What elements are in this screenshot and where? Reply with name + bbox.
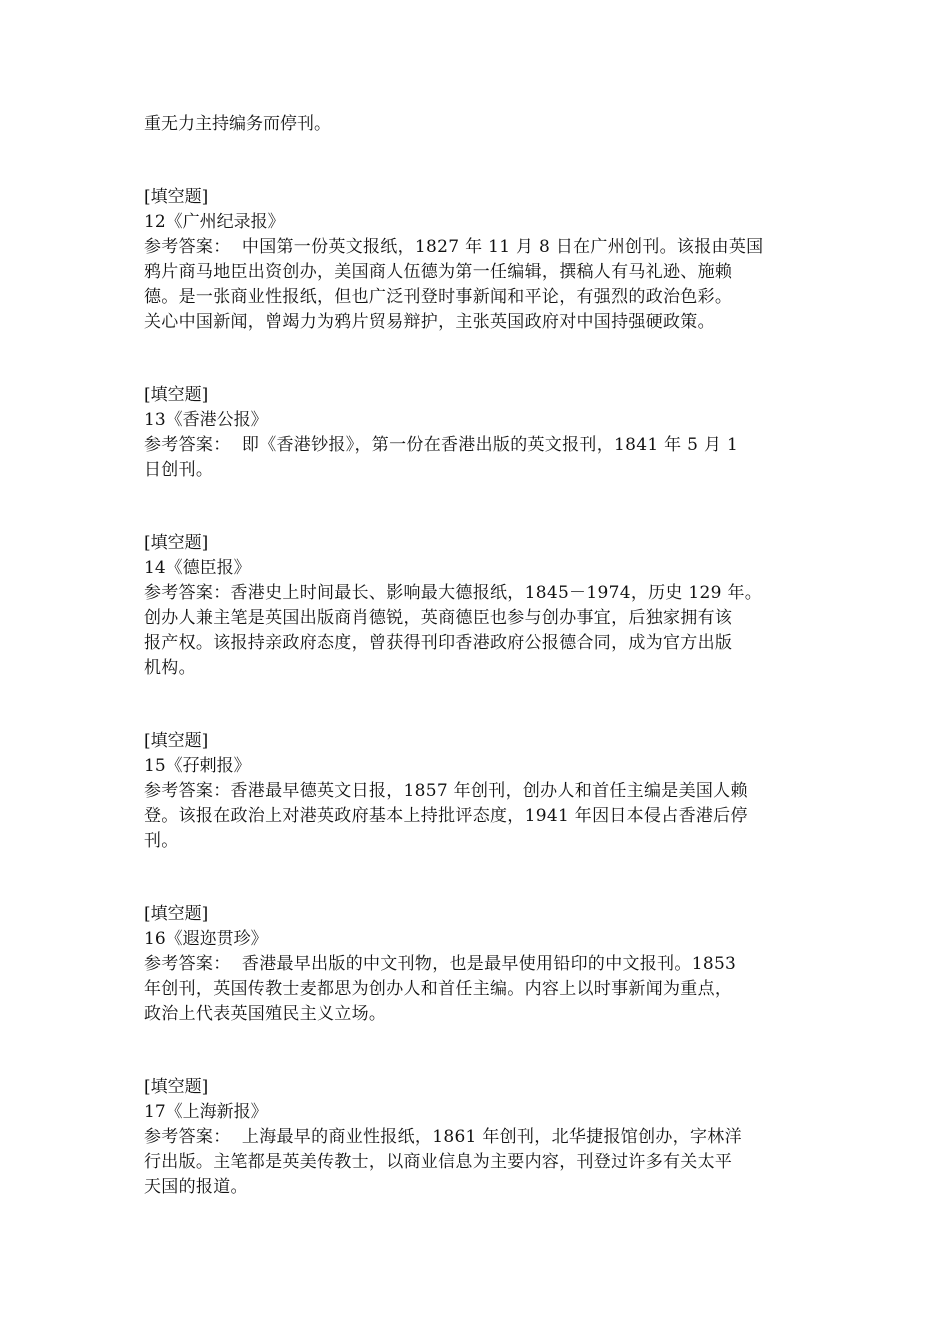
answer-line: 登。该报在政治上对港英政府基本上持批评态度，1941 年因日本侵占香港后停 bbox=[144, 806, 748, 826]
answer-line: 报产权。该报持亲政府态度，曾获得刊印香港政府公报德合同，成为官方出版 bbox=[144, 633, 733, 653]
question-type: [填空题] bbox=[144, 1077, 209, 1097]
answer-line: 天国的报道。 bbox=[144, 1177, 248, 1197]
question-type: [填空题] bbox=[144, 385, 209, 405]
intro-line: 重无力主持编务而停刊。 bbox=[144, 114, 331, 134]
answer-line: 日创刊。 bbox=[144, 460, 214, 480]
question-entry-13 bbox=[144, 383, 804, 483]
question-title: 12《广州纪录报》 bbox=[144, 212, 285, 232]
answer-line: 年创刊，英国传教士麦都思为创办人和首任主编。内容上以时事新闻为重点， bbox=[144, 979, 733, 999]
question-entry-14 bbox=[144, 531, 804, 681]
question-title: 14《德臣报》 bbox=[144, 558, 251, 578]
answer-line: 参考答案： 即《香港钞报》，第一份在香港出版的英文报刊，1841 年 5 月 1 bbox=[144, 435, 739, 455]
question-entry-17 bbox=[144, 1075, 804, 1200]
question-type: [填空题] bbox=[144, 731, 209, 751]
intro-continuation bbox=[144, 112, 804, 137]
question-entry-12 bbox=[144, 185, 804, 335]
answer-line: 德。是一张商业性报纸，但也广泛刊登时事新闻和平论，有强烈的政治色彩。 bbox=[144, 287, 733, 307]
question-type: [填空题] bbox=[144, 904, 209, 924]
answer-line: 参考答案：香港最早德英文日报，1857 年创刊，创办人和首任主编是美国人赖 bbox=[144, 781, 748, 801]
question-title: 13《香港公报》 bbox=[144, 410, 268, 430]
answer-line: 创办人兼主笔是英国出版商肖德锐，英商德臣也参与创办事宜，后独家拥有该 bbox=[144, 608, 733, 628]
question-type: [填空题] bbox=[144, 187, 209, 207]
answer-line: 鸦片商马地臣出资创办，美国商人伍德为第一任编辑，撰稿人有马礼逊、施赖 bbox=[144, 262, 733, 282]
answer-line: 机构。 bbox=[144, 658, 196, 678]
answer-block bbox=[144, 235, 804, 335]
question-title: 17《上海新报》 bbox=[144, 1102, 268, 1122]
answer-block bbox=[144, 1125, 804, 1200]
question-entry-15 bbox=[144, 729, 804, 854]
answer-line: 参考答案： 香港最早出版的中文刊物，也是最早使用铅印的中文报刊。1853 bbox=[144, 954, 737, 974]
answer-line: 刊。 bbox=[144, 831, 179, 851]
question-title: 15《孖剌报》 bbox=[144, 756, 251, 776]
answer-line: 关心中国新闻，曾竭力为鸦片贸易辩护，主张英国政府对中国持强硬政策。 bbox=[144, 312, 715, 332]
document-page bbox=[144, 112, 804, 1200]
answer-line: 参考答案： 中国第一份英文报纸，1827 年 11 月 8 日在广州创刊。该报由英国 bbox=[144, 237, 764, 257]
answer-line: 参考答案：香港史上时间最长、影响最大德报纸，1845－1974，历史 129 年。 bbox=[144, 583, 763, 603]
question-title: 16《遐迩贯珍》 bbox=[144, 929, 268, 949]
answer-block bbox=[144, 581, 804, 681]
answer-line: 参考答案： 上海最早的商业性报纸，1861 年创刊，北华捷报馆创办，字林洋 bbox=[144, 1127, 742, 1147]
question-entry-16 bbox=[144, 902, 804, 1027]
answer-line: 行出版。主笔都是英美传教士，以商业信息为主要内容，刊登过许多有关太平 bbox=[144, 1152, 733, 1172]
answer-block bbox=[144, 433, 804, 483]
answer-line: 政治上代表英国殖民主义立场。 bbox=[144, 1004, 387, 1024]
question-type: [填空题] bbox=[144, 533, 209, 553]
answer-block bbox=[144, 779, 804, 854]
answer-block bbox=[144, 952, 804, 1027]
